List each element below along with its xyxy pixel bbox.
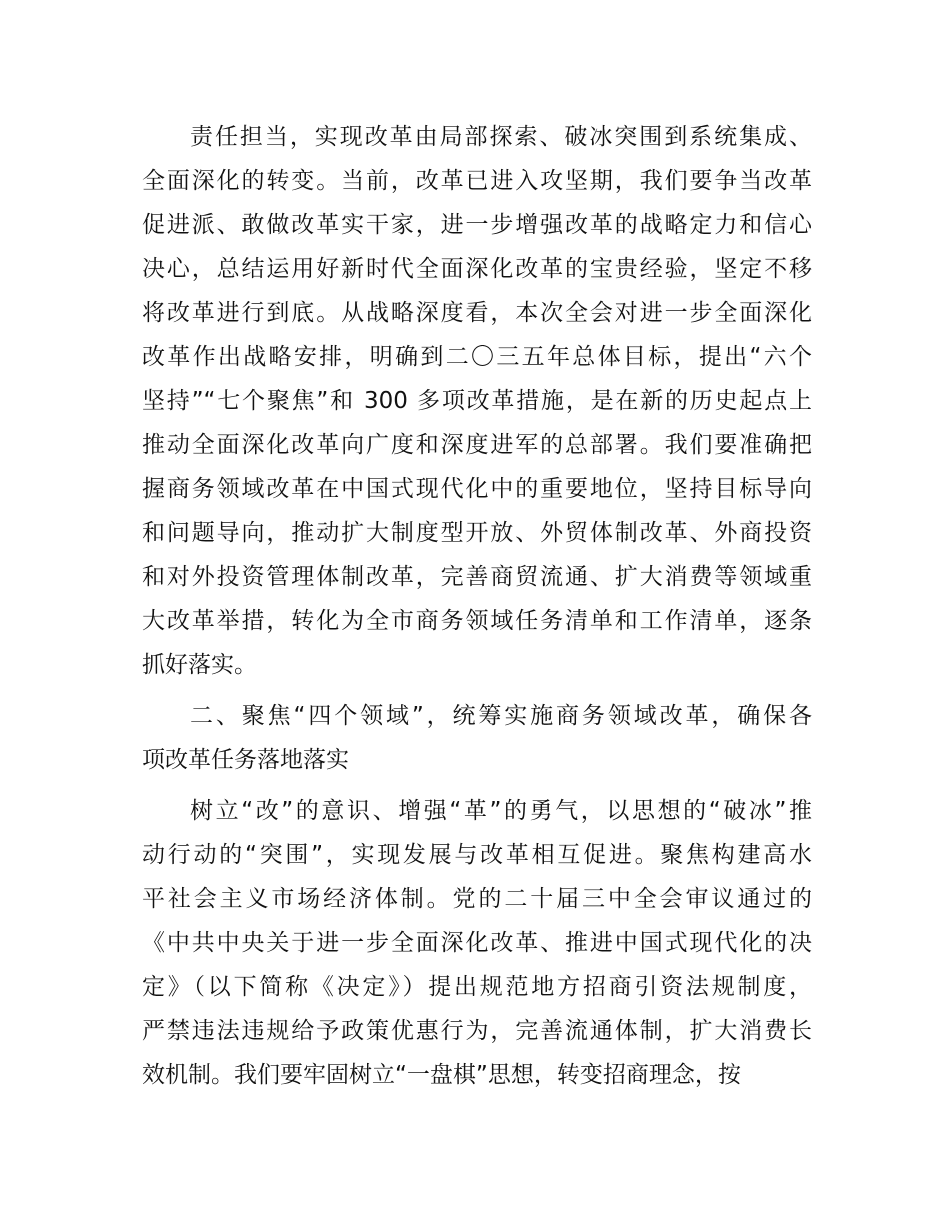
paragraph-1-line-3: 促进派、敢做改革实干家，进一步增强改革的战略定力和信心 — [142, 212, 812, 238]
paragraph-1-line-13: 抓好落实。 — [142, 652, 257, 678]
paragraph-3-line-7: 效机制。我们要牢固树立“一盘棋”思想，转变招商理念，按 — [142, 1062, 741, 1088]
paragraph-1-line-8: 推动全面深化改革向广度和深度进军的总部署。我们要准确把 — [142, 432, 812, 458]
section-heading-line-2: 项改革任务落地落实 — [142, 747, 349, 773]
paragraph-3-line-5: 定》（以下简称《决定》）提出规范地方招商引资法规制度， — [142, 974, 812, 1000]
paragraph-3-line-3: 平社会主义市场经济体制。党的二十届三中全会审议通过的 — [142, 886, 812, 912]
paragraph-1-line-5: 将改革进行到底。从战略深度看，本次全会对进一步全面深化 — [142, 300, 812, 326]
paragraph-3-line-1: 树立“改”的意识、增强“革”的勇气，以思想的“破冰”推 — [190, 798, 812, 824]
paragraph-3-line-6: 严禁违法违规给予政策优惠行为，完善流通体制，扩大消费长 — [142, 1018, 812, 1044]
paragraph-1-line-10: 和问题导向，推动扩大制度型开放、外贸体制改革、外商投资 — [142, 520, 812, 546]
paragraph-1-line-4: 决心，总结运用好新时代全面深化改革的宝贵经验，坚定不移 — [142, 256, 812, 282]
paragraph-3-line-2: 动行动的“突围”，实现发展与改革相互促进。聚焦构建高水 — [142, 842, 812, 868]
paragraph-1-line-2: 全面深化的转变。当前，改革已进入攻坚期，我们要争当改革 — [142, 168, 812, 194]
paragraph-3-line-4: 《中共中央关于进一步全面深化改革、推进中国式现代化的决 — [142, 930, 812, 956]
paragraph-1-line-1: 责任担当，实现改革由局部探索、破冰突围到系统集成、 — [190, 124, 812, 150]
paragraph-1-line-6: 改革作出战略安排，明确到二〇三五年总体目标，提出“六个 — [142, 344, 812, 370]
paragraph-1-line-7: 坚持”“七个聚焦”和 300 多项改革措施，是在新的历史起点上 — [142, 388, 812, 414]
paragraph-1-line-9: 握商务领域改革在中国式现代化中的重要地位，坚持目标导向 — [142, 476, 812, 502]
paragraph-1-line-11: 和对外投资管理体制改革，完善商贸流通、扩大消费等领域重 — [142, 564, 812, 590]
paragraph-1-line-12: 大改革举措，转化为全市商务领域任务清单和工作清单，逐条 — [142, 608, 812, 634]
section-heading-line-1: 二、聚焦“四个领域”，统筹实施商务领域改革，确保各 — [190, 703, 812, 729]
